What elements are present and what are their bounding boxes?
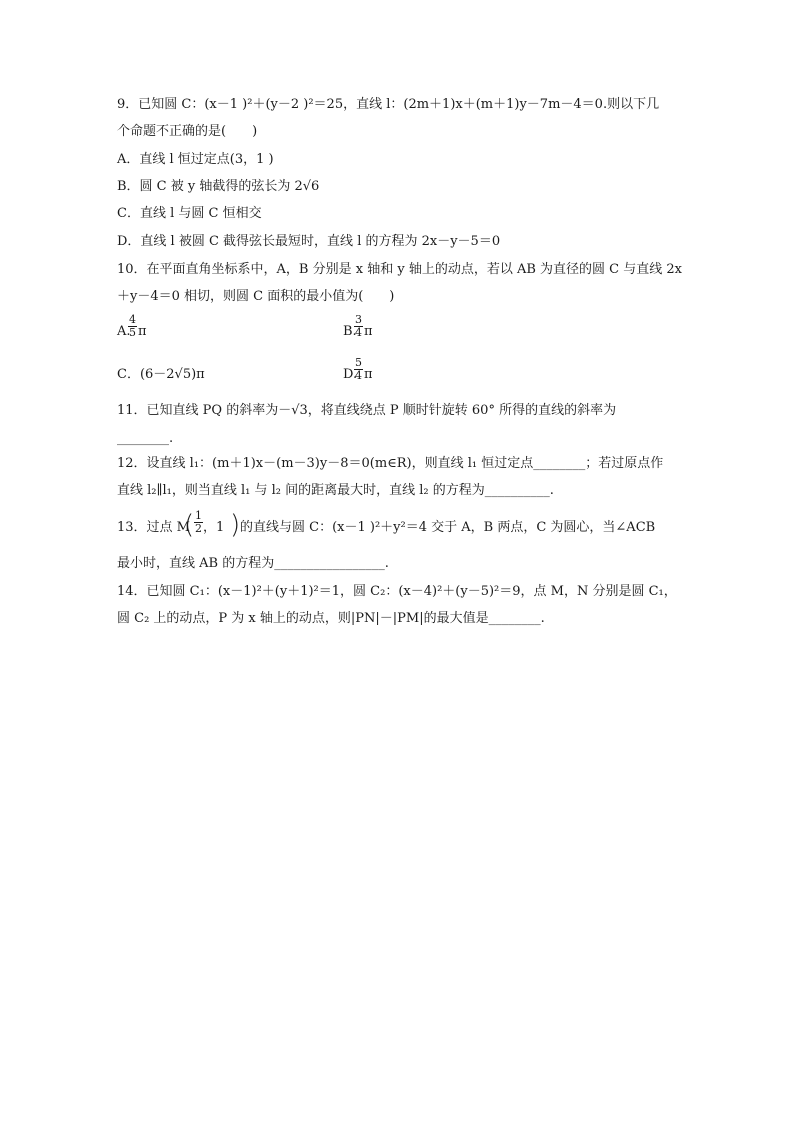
q10-option-c: C．(6－2√5)π xyxy=(117,367,205,382)
q13-point-fraction xyxy=(194,510,203,535)
q10-stem-line1: 10．在平面直角坐标系中，A，B 分别是 x 轴和 y 轴上的动点，若以 AB 为直径的圆 C 与直线 2x xyxy=(117,262,682,277)
q10-option-a-numerator: 4 xyxy=(129,313,136,326)
q14-stem-line2: 圆 C₂ 上的动点，P 为 x 轴上的动点，则|PN|－|PM|的最大值是________. xyxy=(117,611,545,626)
q13-fraction-denominator: 2 xyxy=(195,522,202,535)
q14-stem-line1: 14．已知圆 C₁：(x－1)²＋(y＋1)²＝1，圆 C₂：(x－4)²＋(y－5)²＝9，点 M，N 分别是圆 C₁， xyxy=(117,584,677,599)
q10-option-a-denominator: 5 xyxy=(129,326,136,339)
q11-answer-blank: ________. xyxy=(117,431,174,446)
q9-option-a: A．直线 l 恒过定点(3，1 ) xyxy=(117,152,274,167)
q10-option-b-label: B. xyxy=(343,324,357,339)
q10-option-d-fraction xyxy=(354,357,363,382)
q9-option-b: B．圆 C 被 y 轴截得的弦长为 2√6 xyxy=(117,179,320,194)
q10-option-d-numerator: 5 xyxy=(355,356,362,369)
q9-stem-line1: 9．已知圆 C：(x－1 )²＋(y－2 )²＝25，直线 l：(2m＋1)x＋(m＋1)y－7m－4＝0.则以下几 xyxy=(117,97,660,112)
q10-option-b-fraction xyxy=(354,314,363,339)
q10-option-b-pi: π xyxy=(364,324,373,339)
q12-stem-line1: 12．设直线 l₁：(m＋1)x－(m－3)y－8＝0(m∈R)，则直线 l₁ 恒过定点________；若过原点作 xyxy=(117,456,664,471)
q13-prefix: 13．过点 M xyxy=(117,520,190,535)
q10-option-d-pi: π xyxy=(364,367,373,382)
q12-stem-line2: 直线 l₂∥l₁，则当直线 l₁ 与 l₂ 间的距离最大时，直线 l₂ 的方程为__________. xyxy=(117,483,554,498)
q13-fraction-numerator: 1 xyxy=(195,509,202,522)
q9-option-c: C．直线 l 与圆 C 恒相交 xyxy=(117,206,262,221)
q10-option-d-denominator: 4 xyxy=(355,369,362,382)
q11-stem-line1: 11．已知直线 PQ 的斜率为－√3，将直线绕点 P 顺时针旋转 60° 所得的直线的斜率为 xyxy=(117,403,617,418)
q9-option-d: D．直线 l 被圆 C 截得弦长最短时，直线 l 的方程为 2x－y－5＝0 xyxy=(117,234,501,249)
q10-option-b-numerator: 3 xyxy=(355,313,362,326)
q13-right-paren: ) xyxy=(230,510,241,540)
q13-stem-line2: 最小时，直线 AB 的方程为_________________. xyxy=(117,556,389,571)
q13-point-y: ，1 xyxy=(203,520,225,535)
q13-stem-line1: 的直线与圆 C：(x－1 )²＋y²＝4 交于 A，B 两点，C 为圆心，当∠ACB xyxy=(240,520,656,535)
q10-option-d-label: D. xyxy=(343,367,358,382)
q9-stem-line2: 个命题不正确的是( ) xyxy=(117,124,258,139)
q10-option-a-label: A. xyxy=(117,324,131,339)
q10-stem-line2: ＋y－4＝0 相切，则圆 C 面积的最小值为( ) xyxy=(117,289,395,304)
q10-option-a-fraction xyxy=(128,314,137,339)
q10-option-a-pi: π xyxy=(138,324,147,339)
q10-option-b-denominator: 4 xyxy=(355,326,362,339)
q13-left-paren: ( xyxy=(184,510,195,540)
